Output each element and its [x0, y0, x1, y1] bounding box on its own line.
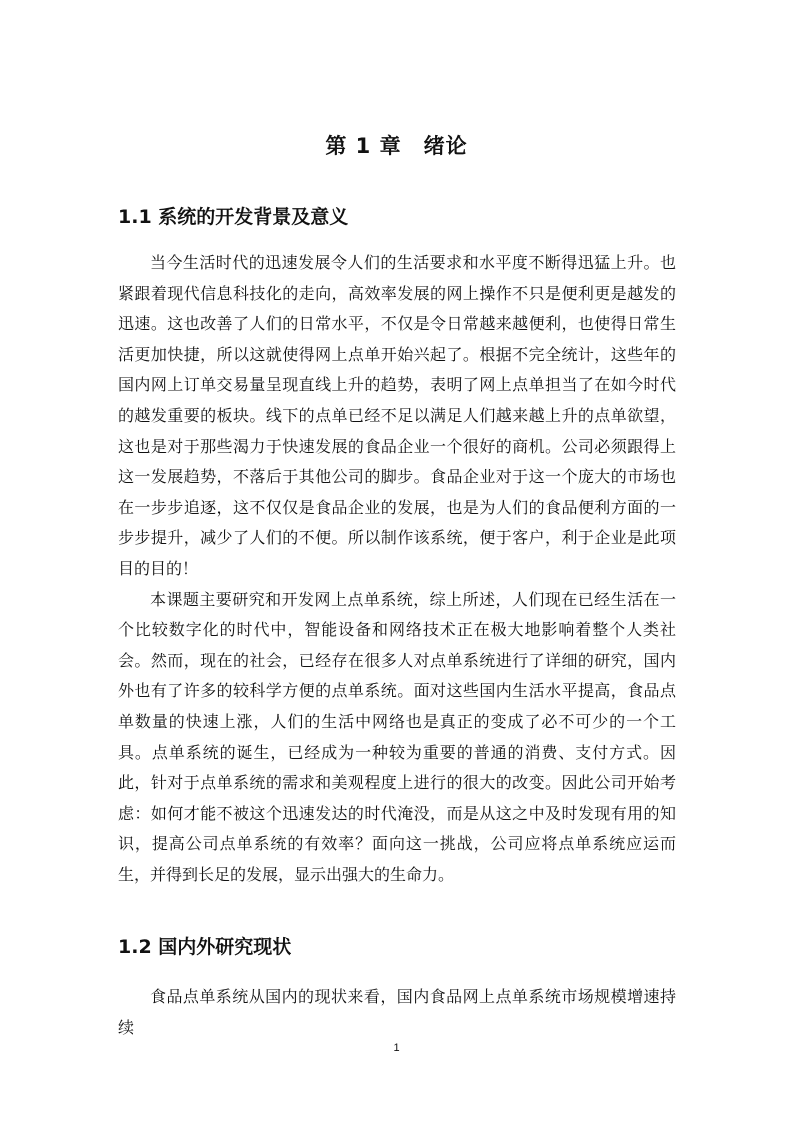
section-1-1-body	[118, 248, 676, 890]
chapter-number: 第 1 章	[325, 134, 402, 158]
chapter-title	[0, 130, 793, 160]
paragraph: 食品点单系统从国内的现状来看，国内食品网上点单系统市场规模增速持续	[118, 987, 676, 1037]
chapter-name: 绪论	[423, 134, 468, 158]
section-heading-1-1: 1.1 系统的开发背景及意义	[118, 206, 349, 228]
section-1-2-body	[118, 982, 676, 1043]
paragraph: 当今生活时代的迅速发展令人们的生活要求和水平度不断得迅猛上升。也紧跟着现代信息科技化的走向，高效率发展的网上操作不只是便利更是越发的迅速。这也改善了人们的日常水平，不仅是令日常越来越便利，也使得日常生活更加快捷，所以这就使得网上点单开始兴起了。根据不完全统计，这些年的国内网上订单交易量呈现直线上升的趋势，表明了网上点单担当了在如今时代的越发重要的板块。线下的点单已经不足以满足人们越来越上升的点单欲望，这也是对于那些渴力于快速发展的食品企业一个很好的商机。公司必须跟得上这一发展趋势，不落后于其他公司的脚步。食品企业对于这一个庞大的市场也在一步步追逐，这不仅仅是食品企业的发展，也是为人们的食品便利方面的一步步提升，减少了人们的不便。所以制作该系统，便于客户，利于企业是此项目的目的！	[118, 253, 676, 578]
section-heading-1-2: 1.2 国内外研究现状	[118, 936, 292, 958]
page-number: 1	[393, 1042, 400, 1054]
paragraph: 本课题主要研究和开发网上点单系统，综上所述，人们现在已经生活在一个比较数字化的时代中，智能设备和网络技术正在极大地影响着整个人类社会。然而，现在的社会，已经存在很多人对点单系统进行了详细的研究，国内外也有了许多的较科学方便的点单系统。面对这些国内生活水平提高，食品点单数量的快速上涨，人们的生活中网络也是真正的变成了必不可少的一个工具。点单系统的诞生，已经成为一种较为重要的普通的消费、支付方式。因此，针对于点单系统的需求和美观程度上进行的很大的改变。因此公司开始考虑：如何才能不被这个迅速发达的时代淹没，而是从这之中及时发现有用的知识，提高公司点单系统的有效率？面向这一挑战，公司应将点单系统应运而生，并得到长足的发展，显示出强大的生命力。	[118, 589, 676, 884]
